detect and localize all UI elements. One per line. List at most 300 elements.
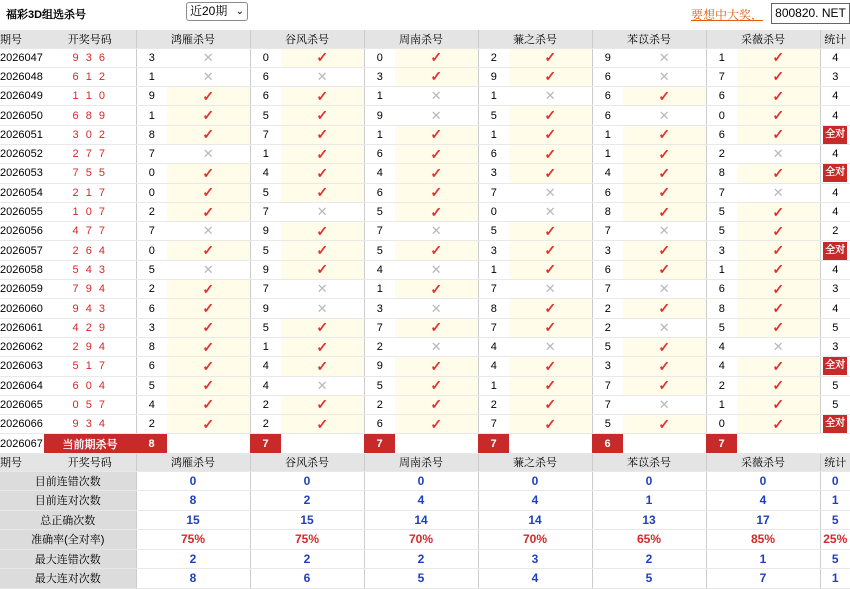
kill-number: 6 <box>706 125 737 144</box>
kill-number: 9 <box>592 48 623 67</box>
kill-number: 7 <box>706 67 737 86</box>
summary-label: 目前连对次数 <box>0 491 136 511</box>
summary-total <box>820 510 850 530</box>
kill-number: 2 <box>592 318 623 337</box>
draw-number: 1 1 0 <box>44 87 136 106</box>
draw-number: 9 3 6 <box>44 48 136 67</box>
check-icon: ✓ <box>544 319 557 336</box>
kill-number: 4 <box>364 260 395 279</box>
kill-number: 2 <box>136 415 167 434</box>
period-select[interactable] <box>186 2 248 21</box>
kill-number: 6 <box>706 87 737 106</box>
summary-value-text: 2 <box>417 551 425 566</box>
result-cell <box>395 280 478 299</box>
cross-icon: ✕ <box>772 339 784 355</box>
all-correct-badge: 全对 <box>823 164 847 182</box>
kill-number: 0 <box>250 48 281 67</box>
issue-cell: 2026052 <box>0 144 44 163</box>
total-cell: 4 <box>820 144 850 163</box>
expert-header: 蒹之杀号 <box>478 453 592 471</box>
check-icon: ✓ <box>772 164 785 181</box>
issue-cell: 2026060 <box>0 299 44 318</box>
kill-number: 4 <box>706 337 737 356</box>
kill-number: 1 <box>706 48 737 67</box>
check-icon: ✓ <box>202 396 215 413</box>
kill-number: 1 <box>478 260 509 279</box>
result-cell <box>281 280 364 299</box>
total-cell: 4 <box>820 299 850 318</box>
check-icon: ✓ <box>772 49 785 66</box>
check-icon: ✓ <box>430 377 443 394</box>
cross-icon: ✕ <box>658 223 670 239</box>
total-cell <box>820 415 850 434</box>
result-cell <box>395 144 478 163</box>
result-cell <box>167 106 250 125</box>
table-header-row <box>0 30 850 48</box>
cross-icon: ✕ <box>202 49 214 65</box>
result-cell <box>509 357 592 376</box>
summary-value-text: 2 <box>303 551 311 566</box>
issue-cell: 2026057 <box>0 241 44 260</box>
result-cell <box>737 376 820 395</box>
kill-number: 6 <box>592 183 623 202</box>
summary-value <box>250 510 364 530</box>
cross-icon: ✕ <box>544 281 556 297</box>
summary-total <box>820 471 850 491</box>
check-icon: ✓ <box>430 280 443 297</box>
kill-number: 7 <box>250 125 281 144</box>
summary-value-text: 0 <box>303 473 311 488</box>
summary-value-text: 14 <box>414 512 428 527</box>
result-cell <box>737 164 820 183</box>
result-cell <box>737 67 820 86</box>
kill-number: 4 <box>250 357 281 376</box>
check-icon: ✓ <box>658 415 671 432</box>
check-icon: ✓ <box>430 319 443 336</box>
kill-number: 6 <box>250 87 281 106</box>
result-cell <box>395 48 478 67</box>
result-cell <box>737 202 820 221</box>
summary-value-text: 70% <box>408 532 434 547</box>
expert-header: 谷风杀号 <box>250 453 364 471</box>
result-cell <box>737 144 820 163</box>
total-header: 统计 <box>820 30 850 48</box>
check-icon: ✓ <box>772 203 785 220</box>
check-icon: ✓ <box>430 242 443 259</box>
result-cell <box>281 299 364 318</box>
check-icon: ✓ <box>658 87 671 104</box>
summary-value <box>592 549 706 569</box>
cross-icon: ✕ <box>544 88 556 104</box>
result-cell <box>167 318 250 337</box>
total-cell: 3 <box>820 67 850 86</box>
kill-number: 1 <box>706 395 737 414</box>
check-icon: ✓ <box>658 338 671 355</box>
cross-icon: ✕ <box>430 300 442 316</box>
summary-value <box>250 569 364 589</box>
check-icon: ✓ <box>430 145 443 162</box>
check-icon: ✓ <box>544 415 557 432</box>
summary-label: 准确率(全对率) <box>0 530 136 550</box>
draw-header: 开奖号码 <box>44 453 136 471</box>
issue-cell: 2026056 <box>0 222 44 241</box>
cross-icon: ✕ <box>544 339 556 355</box>
draw-header: 开奖号码 <box>44 30 136 48</box>
check-icon: ✓ <box>772 242 785 259</box>
check-icon: ✓ <box>772 357 785 374</box>
result-cell <box>509 202 592 221</box>
issue-cell: 2026063 <box>0 357 44 376</box>
summary-value <box>706 549 820 569</box>
summary-value <box>478 491 592 511</box>
summary-value-text: 4 <box>759 493 767 508</box>
result-cell <box>281 415 364 434</box>
check-icon: ✓ <box>202 415 215 432</box>
summary-value <box>478 510 592 530</box>
check-icon: ✓ <box>202 338 215 355</box>
result-cell <box>737 241 820 260</box>
result-cell <box>737 48 820 67</box>
cross-icon: ✕ <box>430 261 442 277</box>
table-row <box>0 318 850 337</box>
result-cell <box>281 67 364 86</box>
expert-header: 鸿雁杀号 <box>136 453 250 471</box>
result-cell <box>737 280 820 299</box>
result-cell <box>737 299 820 318</box>
check-icon: ✓ <box>430 203 443 220</box>
summary-row <box>0 471 850 491</box>
summary-value-text: 0 <box>759 473 767 488</box>
issue-cell: 2026051 <box>0 125 44 144</box>
draw-number: 6 1 2 <box>44 67 136 86</box>
summary-label: 最大连错次数 <box>0 549 136 569</box>
result-cell <box>281 202 364 221</box>
summary-total <box>820 530 850 550</box>
kill-number: 4 <box>706 357 737 376</box>
result-cell <box>737 260 820 279</box>
issue-cell: 2026053 <box>0 164 44 183</box>
kill-number: 6 <box>136 299 167 318</box>
kill-number: 9 <box>364 357 395 376</box>
check-icon: ✓ <box>430 164 443 181</box>
summary-value-text: 65% <box>636 532 662 547</box>
summary-label: 总正确次数 <box>0 510 136 530</box>
result-cell <box>737 318 820 337</box>
check-icon: ✓ <box>202 164 215 181</box>
check-icon: ✓ <box>772 222 785 239</box>
table-row <box>0 202 850 221</box>
check-icon: ✓ <box>658 357 671 374</box>
result-cell <box>167 202 250 221</box>
kill-number: 7 <box>478 318 509 337</box>
summary-value <box>592 569 706 589</box>
check-icon: ✓ <box>544 396 557 413</box>
summary-value-text: 0 <box>645 473 653 488</box>
summary-value-text: 75% <box>180 532 206 547</box>
summary-value <box>136 569 250 589</box>
check-icon: ✓ <box>430 184 443 201</box>
check-icon: ✓ <box>544 261 557 278</box>
check-icon: ✓ <box>658 377 671 394</box>
kill-number: 5 <box>706 222 737 241</box>
kill-number: 1 <box>136 67 167 86</box>
kill-number: 6 <box>592 87 623 106</box>
result-cell <box>281 395 364 414</box>
draw-number: 3 0 2 <box>44 125 136 144</box>
check-icon: ✓ <box>430 126 443 143</box>
draw-number: 5 1 7 <box>44 357 136 376</box>
check-icon: ✓ <box>658 242 671 259</box>
result-cell <box>623 87 706 106</box>
cross-icon: ✕ <box>772 146 784 162</box>
total-cell: 5 <box>820 318 850 337</box>
kill-number: 9 <box>136 87 167 106</box>
check-icon: ✓ <box>202 126 215 143</box>
kill-number: 5 <box>706 202 737 221</box>
table-row <box>0 125 850 144</box>
kill-number: 8 <box>706 299 737 318</box>
result-cell <box>281 318 364 337</box>
summary-total-text: 1 <box>831 493 839 508</box>
cross-icon: ✕ <box>202 146 214 162</box>
cross-icon: ✕ <box>202 68 214 84</box>
site-badge: 800820. NET <box>771 3 850 24</box>
issue-cell: 2026058 <box>0 260 44 279</box>
summary-value <box>136 471 250 491</box>
ad-link[interactable]: 要想中大奖， <box>691 8 764 22</box>
cross-icon: ✕ <box>316 204 328 220</box>
result-cell <box>509 376 592 395</box>
all-correct-badge: 全对 <box>823 126 847 144</box>
result-cell <box>623 299 706 318</box>
summary-value <box>592 530 706 550</box>
result-cell <box>395 202 478 221</box>
kill-number: 3 <box>364 299 395 318</box>
summary-row <box>0 569 850 589</box>
result-cell <box>167 395 250 414</box>
kill-number: 6 <box>592 260 623 279</box>
table-row <box>0 280 850 299</box>
issue-cell: 2026047 <box>0 48 44 67</box>
result-cell <box>623 164 706 183</box>
issue-cell: 2026048 <box>0 67 44 86</box>
kill-number: 9 <box>250 260 281 279</box>
total-cell <box>820 125 850 144</box>
result-cell <box>623 337 706 356</box>
summary-value <box>136 491 250 511</box>
result-cell <box>281 357 364 376</box>
summary-value <box>250 549 364 569</box>
kill-number: 0 <box>136 241 167 260</box>
result-cell <box>167 144 250 163</box>
kill-number: 2 <box>706 144 737 163</box>
result-cell <box>281 125 364 144</box>
cross-icon: ✕ <box>316 281 328 297</box>
kill-number: 5 <box>706 318 737 337</box>
result-cell <box>737 357 820 376</box>
cross-icon: ✕ <box>316 68 328 84</box>
result-cell <box>167 376 250 395</box>
expert-header: 谷风杀号 <box>250 30 364 48</box>
check-icon: ✓ <box>658 300 671 316</box>
check-icon: ✓ <box>202 184 215 201</box>
total-cell: 4 <box>820 183 850 202</box>
check-icon: ✓ <box>316 242 329 259</box>
summary-total-text: 0 <box>831 473 839 488</box>
kill-number: 7 <box>592 395 623 414</box>
check-icon: ✓ <box>202 242 215 259</box>
summary-row <box>0 549 850 569</box>
cross-icon: ✕ <box>202 261 214 277</box>
result-cell <box>737 125 820 144</box>
draw-number: 2 7 7 <box>44 144 136 163</box>
check-icon: ✓ <box>316 107 329 124</box>
result-cell <box>395 357 478 376</box>
table-row <box>0 415 850 434</box>
kill-number: 7 <box>136 222 167 241</box>
kill-number: 4 <box>250 164 281 183</box>
expert-header: 采薇杀号 <box>706 30 820 48</box>
result-cell <box>281 222 364 241</box>
kill-number: 9 <box>250 222 281 241</box>
result-cell <box>737 395 820 414</box>
kill-number: 2 <box>706 376 737 395</box>
result-cell <box>395 125 478 144</box>
kill-number: 1 <box>592 125 623 144</box>
check-icon: ✓ <box>658 203 671 220</box>
summary-value-text: 5 <box>645 571 653 586</box>
period-select-value: 近20期 <box>190 4 228 18</box>
kill-number: 2 <box>136 202 167 221</box>
summary-value-text: 2 <box>189 551 197 566</box>
expert-header: 周南杀号 <box>364 30 478 48</box>
empty-cell <box>509 434 592 453</box>
result-cell <box>509 337 592 356</box>
kill-number: 0 <box>478 202 509 221</box>
result-cell <box>395 87 478 106</box>
summary-value-text: 85% <box>750 532 776 547</box>
result-cell <box>395 395 478 414</box>
check-icon: ✓ <box>316 338 329 355</box>
summary-value <box>250 530 364 550</box>
issue-header: 期号 <box>0 453 44 471</box>
kill-number: 9 <box>364 106 395 125</box>
kill-number: 8 <box>592 202 623 221</box>
cross-icon: ✕ <box>658 49 670 65</box>
kill-number-table <box>0 30 850 589</box>
empty-cell <box>395 434 478 453</box>
draw-number: 0 5 7 <box>44 395 136 414</box>
check-icon: ✓ <box>772 87 785 104</box>
result-cell <box>509 48 592 67</box>
result-cell <box>737 337 820 356</box>
expert-header: 采薇杀号 <box>706 453 820 471</box>
summary-value <box>364 530 478 550</box>
summary-value-text: 0 <box>189 473 197 488</box>
draw-number: 7 9 4 <box>44 280 136 299</box>
kill-number: 4 <box>478 357 509 376</box>
summary-value-text: 1 <box>759 551 767 566</box>
summary-value-text: 3 <box>531 551 539 566</box>
issue-cell: 2026055 <box>0 202 44 221</box>
kill-number: 7 <box>364 318 395 337</box>
summary-value <box>706 471 820 491</box>
kill-number: 7 <box>592 376 623 395</box>
issue-cell: 2026062 <box>0 337 44 356</box>
empty-cell <box>820 434 850 453</box>
check-icon: ✓ <box>772 107 785 124</box>
kill-number: 7 <box>364 222 395 241</box>
result-cell <box>509 299 592 318</box>
summary-value <box>250 471 364 491</box>
summary-value-text: 70% <box>522 532 548 547</box>
kill-number: 9 <box>478 67 509 86</box>
result-cell <box>395 222 478 241</box>
kill-number: 5 <box>250 318 281 337</box>
result-cell <box>281 183 364 202</box>
result-cell <box>281 164 364 183</box>
kill-number: 5 <box>250 241 281 260</box>
summary-total-text: 1 <box>831 571 839 586</box>
empty-cell <box>167 434 250 453</box>
summary-value-text: 4 <box>417 493 425 508</box>
kill-number: 7 <box>136 144 167 163</box>
cross-icon: ✕ <box>430 107 442 123</box>
draw-number: 4 2 9 <box>44 318 136 337</box>
total-cell: 4 <box>820 87 850 106</box>
draw-number: 2 6 4 <box>44 241 136 260</box>
check-icon: ✓ <box>772 319 785 336</box>
summary-value-text: 4 <box>531 571 539 586</box>
result-cell <box>623 260 706 279</box>
result-cell <box>509 67 592 86</box>
result-cell <box>623 125 706 144</box>
kill-number: 7 <box>250 202 281 221</box>
summary-value <box>136 549 250 569</box>
cross-icon: ✕ <box>430 223 442 239</box>
kill-number: 1 <box>250 337 281 356</box>
kill-number: 1 <box>136 106 167 125</box>
cross-icon: ✕ <box>544 184 556 200</box>
result-cell <box>623 202 706 221</box>
result-cell <box>623 144 706 163</box>
check-icon: ✓ <box>544 145 557 162</box>
check-icon: ✓ <box>316 49 329 66</box>
check-icon: ✓ <box>202 280 215 297</box>
cross-icon: ✕ <box>316 377 328 393</box>
check-icon: ✓ <box>202 377 215 394</box>
kill-number: 7 <box>478 183 509 202</box>
kill-number: 2 <box>364 395 395 414</box>
summary-total <box>820 569 850 589</box>
result-cell <box>281 337 364 356</box>
kill-number: 2 <box>250 415 281 434</box>
result-cell <box>509 183 592 202</box>
check-icon: ✓ <box>544 126 557 143</box>
result-cell <box>509 144 592 163</box>
draw-number: 6 0 4 <box>44 376 136 395</box>
summary-value <box>592 510 706 530</box>
summary-value <box>592 491 706 511</box>
draw-number: 2 1 7 <box>44 183 136 202</box>
result-cell <box>509 241 592 260</box>
check-icon: ✓ <box>544 68 557 85</box>
result-cell <box>395 164 478 183</box>
draw-number: 4 7 7 <box>44 222 136 241</box>
kill-number: 3 <box>592 357 623 376</box>
kill-number: 1 <box>478 125 509 144</box>
result-cell <box>623 183 706 202</box>
